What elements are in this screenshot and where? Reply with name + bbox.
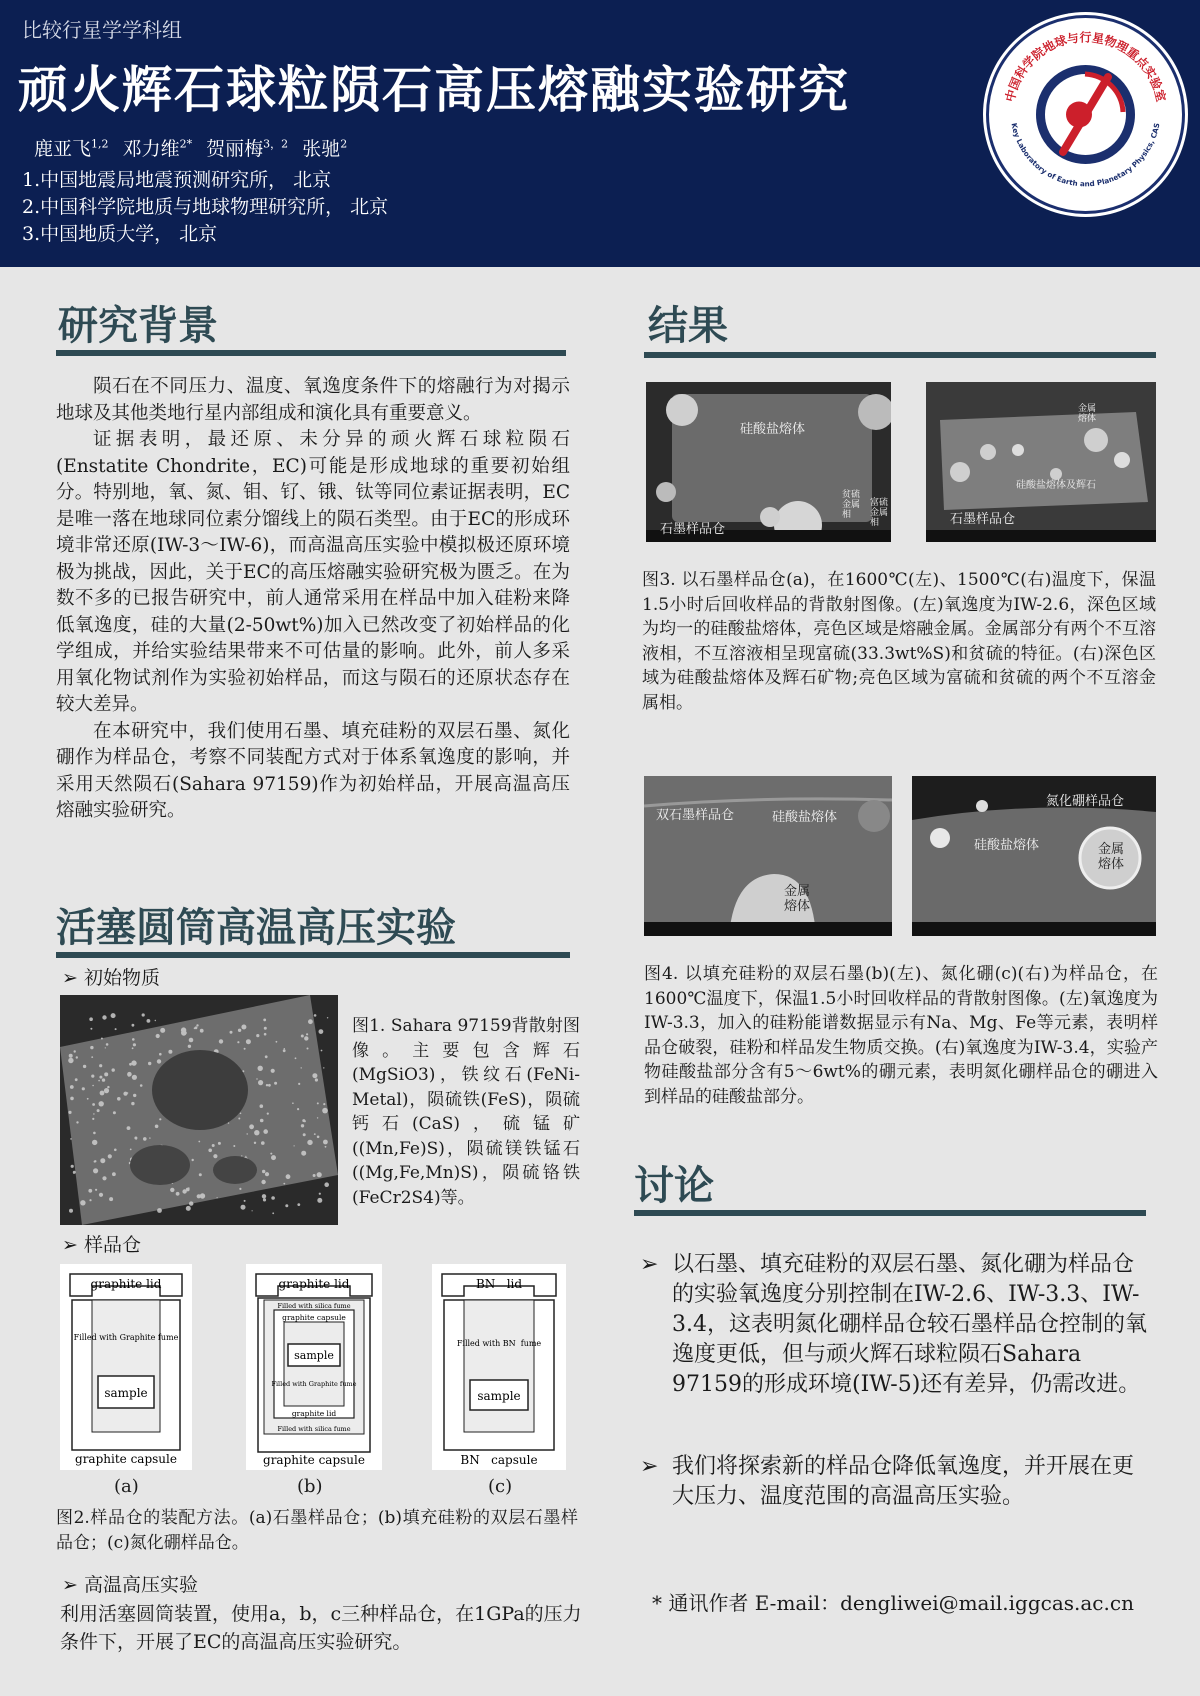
svg-text:中国科学院地球与行星物理重点实验室: 中国科学院地球与行星物理重点实验室 (1002, 30, 1169, 104)
capsule-letter-c: (c) (488, 1476, 513, 1497)
subheading-label: 样品仓 (83, 1234, 141, 1256)
author-name: 邓力维 (122, 138, 180, 160)
label-double-graphite-capsule: 双石墨样品仓 (656, 808, 735, 823)
contact-email[interactable]: dengliwei@mail.iggcas.ac.cn (840, 1591, 1134, 1615)
bullet-arrow-icon: ➢ (640, 1252, 659, 1277)
bullet-text: 我们将探索新的样品仓降低氧逸度，并开展在更大压力、温度范围的高温高压实验。 (672, 1454, 1135, 1509)
section-heading-experiment: 活塞圆筒高温高压实验 (56, 905, 456, 951)
author-name: 贺丽梅 (206, 138, 264, 160)
label-graphite-capsule: 石墨样品仓 (950, 512, 1016, 527)
label-s-rich-metal: 富硫金属相 (870, 498, 889, 528)
label-metal-melt: 金属熔体 (1078, 404, 1097, 424)
capsule-letter-b: (b) (297, 1476, 323, 1497)
svg-text:Filled with BN fume: Filled with BN fume (456, 1339, 542, 1348)
svg-text:graphite capsule: graphite capsule (282, 1313, 346, 1322)
author-affil-mark: 2 (340, 137, 348, 151)
section-rule (56, 350, 566, 356)
label-metal-melt: 金属熔体 (1098, 842, 1125, 872)
fig3-left-image (646, 382, 891, 542)
capsule-diagram-a (60, 1264, 192, 1470)
subheading-capsule: ➢ 样品仓 (62, 1234, 141, 1256)
capsule-letter-a: (a) (114, 1476, 139, 1497)
poster-title: 顽火辉石球粒陨石高压熔融实验研究 (18, 60, 850, 119)
author-affil-mark: 3，2 (263, 137, 289, 151)
svg-text:graphite capsule: graphite capsule (263, 1453, 365, 1467)
bullet-arrow-icon: ➢ (640, 1454, 659, 1479)
discussion-bullet (640, 1250, 1150, 1400)
hp-experiment-text: 利用活塞圆筒装置，使用a，b，c三种样品仓，在1GPa的压力条件下，开展了EC的高温高压实验研究。 (60, 1603, 582, 1653)
fig4-left-image (644, 776, 892, 936)
section-rule (644, 352, 1156, 358)
bullet-text: 以石墨、填充硅粉的双层石墨、氮化硼为样品仓的实验氧逸度分别控制在IW-2.6、IW-3.3、IW-3.4，这表明氮化硼样品仓较石墨样品仓控制的氧逸度更低，但与顽火辉石球粒陨石Sahara 97159的形成环境(IW-5)还有差异，仍需改进。 (672, 1252, 1147, 1397)
contact-line (652, 1587, 1134, 1616)
poster-header (0, 0, 1200, 267)
contact-label: * 通讯作者 E-mail： (652, 1591, 841, 1615)
label-bn-capsule: 氮化硼样品仓 (1046, 794, 1125, 809)
paragraph: 在本研究中，我们使用石墨、填充硅粉的双层石墨、氮化硼作为样品仓，考察不同装配方式对于体系氧逸度的影响，并采用天然陨石(Sahara 97159)作为初始样品，开展高温高压熔融实验研究。 (56, 720, 570, 821)
subheading-starting-material: ➢ 初始物质 (62, 967, 160, 989)
section-heading-results: 结果 (648, 303, 728, 349)
fig1-bse-image (60, 995, 338, 1225)
research-group: 比较行星学学科组 (22, 18, 182, 42)
fig2-caption: 图2.样品仓的装配方法。(a)石墨样品仓；(b)填充硅粉的双层石墨样品仓；(c)氮化硼样品仓。 (56, 1508, 578, 1553)
lab-logo (983, 12, 1188, 217)
svg-text:graphite lid: graphite lid (278, 1277, 350, 1291)
affiliation: 1.中国地震局地震预测研究所， 北京 (22, 169, 332, 191)
author-list (34, 134, 347, 161)
svg-text:Key Laboratory of Earth and Pl: Key Laboratory of Earth and Planetary Physics, CAS (1009, 122, 1162, 189)
label-s-poor-metal: 贫硫金属相 (842, 490, 861, 520)
svg-text:BN capsule: BN capsule (460, 1453, 538, 1467)
svg-text:graphite lid: graphite lid (291, 1409, 337, 1418)
fig4-caption: 图4. 以填充硅粉的双层石墨(b)(左)、氮化硼(c)(右)为样品仓，在1600℃温度下，保温1.5小时回收样品的背散射图像。(左)氧逸度为IW-3.3，加入的硅粉能谱数据显示有Na、Mg、Fe等元素，表明样品仓破裂，硅粉和样品发生物质交换。(右)氧逸度为IW-3.4，实验产物硅酸盐部分含有5～6wt%的硼元素，表明氮化硼样品仓的硼进入到样品的硅酸盐部分。 (644, 964, 1158, 1107)
section-heading-background: 研究背景 (58, 303, 218, 349)
svg-text:sample: sample (104, 1386, 148, 1400)
label-silicate-pyroxene: 硅酸盐熔体及辉石 (1016, 480, 1096, 491)
subheading-label: 高温高压实验 (83, 1574, 198, 1596)
label-metal-melt: 金属熔体 (784, 884, 811, 914)
author-name: 鹿亚飞 (34, 138, 92, 160)
svg-text:graphite capsule: graphite capsule (75, 1452, 177, 1466)
svg-text:sample: sample (477, 1389, 521, 1403)
capsule-diagram-c (432, 1264, 566, 1470)
svg-text:Filled with silica fume: Filled with silica fume (277, 1302, 351, 1310)
section-rule (56, 952, 570, 958)
fig4-right-image (912, 776, 1156, 936)
label-silicate-melt: 硅酸盐熔体 (974, 838, 1040, 853)
svg-text:graphite lid: graphite lid (90, 1277, 162, 1291)
paragraph: 陨石在不同压力、温度、氧逸度条件下的熔融行为对揭示地球及其他类地行星内部组成和演化具有重要意义。 (56, 376, 570, 424)
label-graphite-capsule: 石墨样品仓 (660, 522, 726, 537)
fig3-caption: 图3. 以石墨样品仓(a)，在1600℃(左)、1500℃(右)温度下，保温1.5小时后回收样品的背散射图像。(左)氧逸度为IW-2.6，深色区域为均一的硅酸盐熔体，亮色区域是熔融金属。金属部分有两个不互溶液相，不互溶液相呈现富硫(33.3wt%S)和贫硫的特征。(右)深色区域为硅酸盐熔体及辉石矿物;亮色区域为富硫和贫硫的两个不互溶金属相。 (642, 570, 1156, 713)
fig3-right-image (926, 382, 1156, 542)
author-affil-mark: 1,2 (91, 137, 109, 151)
subheading-label: 初始物质 (83, 967, 160, 989)
discussion-bullet (640, 1452, 1150, 1512)
background-text (56, 374, 570, 825)
svg-text:sample: sample (294, 1349, 334, 1362)
label-silicate-melt: 硅酸盐熔体 (772, 810, 838, 825)
capsule-diagram-b (246, 1264, 382, 1470)
svg-text:Filled with silica fume: Filled with silica fume (277, 1425, 351, 1433)
paragraph: 证据表明，最还原、未分异的顽火辉石球粒陨石(Enstatite Chondrite，EC)可能是形成地球的重要初始组分。特别地，氧、氮、钼、钌、锇、钛等同位素证据表明，EC是唯一落在地球同位素分馏线上的陨石类型。由于EC的形成环境非常还原(IW-3～IW-6)，而高温高压实验中模拟极还原环境极为挑战，因此，关于EC的高压熔融实验研究极为匮乏。在为数不多的已报告研究中，前人通常采用在样品中加入硅粉来降低氧逸度，硅的大量(2-50wt%)加入已然改变了初始样品的化学组成，并给实验结果带来不可估量的影响。此外，前人多采用氧化物试剂作为实验初始样品，而这与陨石的还原状态存在较大差异。 (56, 429, 570, 715)
section-rule (634, 1210, 1146, 1216)
label-silicate-melt: 硅酸盐熔体 (740, 422, 806, 437)
section-heading-discussion: 讨论 (634, 1163, 714, 1209)
affiliation: 2.中国科学院地质与地球物理研究所， 北京 (22, 196, 389, 218)
subheading-hp-experiment: ➢ 高温高压实验 (62, 1574, 198, 1596)
author-name: 张驰 (302, 138, 341, 160)
author-affil-mark: 2* (179, 137, 193, 151)
svg-text:Filled with Graphite fume: Filled with Graphite fume (73, 1333, 179, 1342)
fig1-caption: 图1. Sahara 97159背散射图像。主要包含辉石(MgSiO3)，铁纹石(FeNi-Metal)，陨硫铁(FeS)，陨硫钙石(CaS)，硫锰矿((Mn,Fe)S)，陨硫镁铁锰石((Mg,Fe,Mn)S)，陨硫铬铁(FeCr2S4)等。 (352, 1016, 580, 1208)
svg-text:BN lid: BN lid (475, 1277, 523, 1291)
svg-text:Filled with Graphite fume: Filled with Graphite fume (271, 1380, 357, 1388)
affiliation: 3.中国地质大学， 北京 (22, 223, 218, 245)
